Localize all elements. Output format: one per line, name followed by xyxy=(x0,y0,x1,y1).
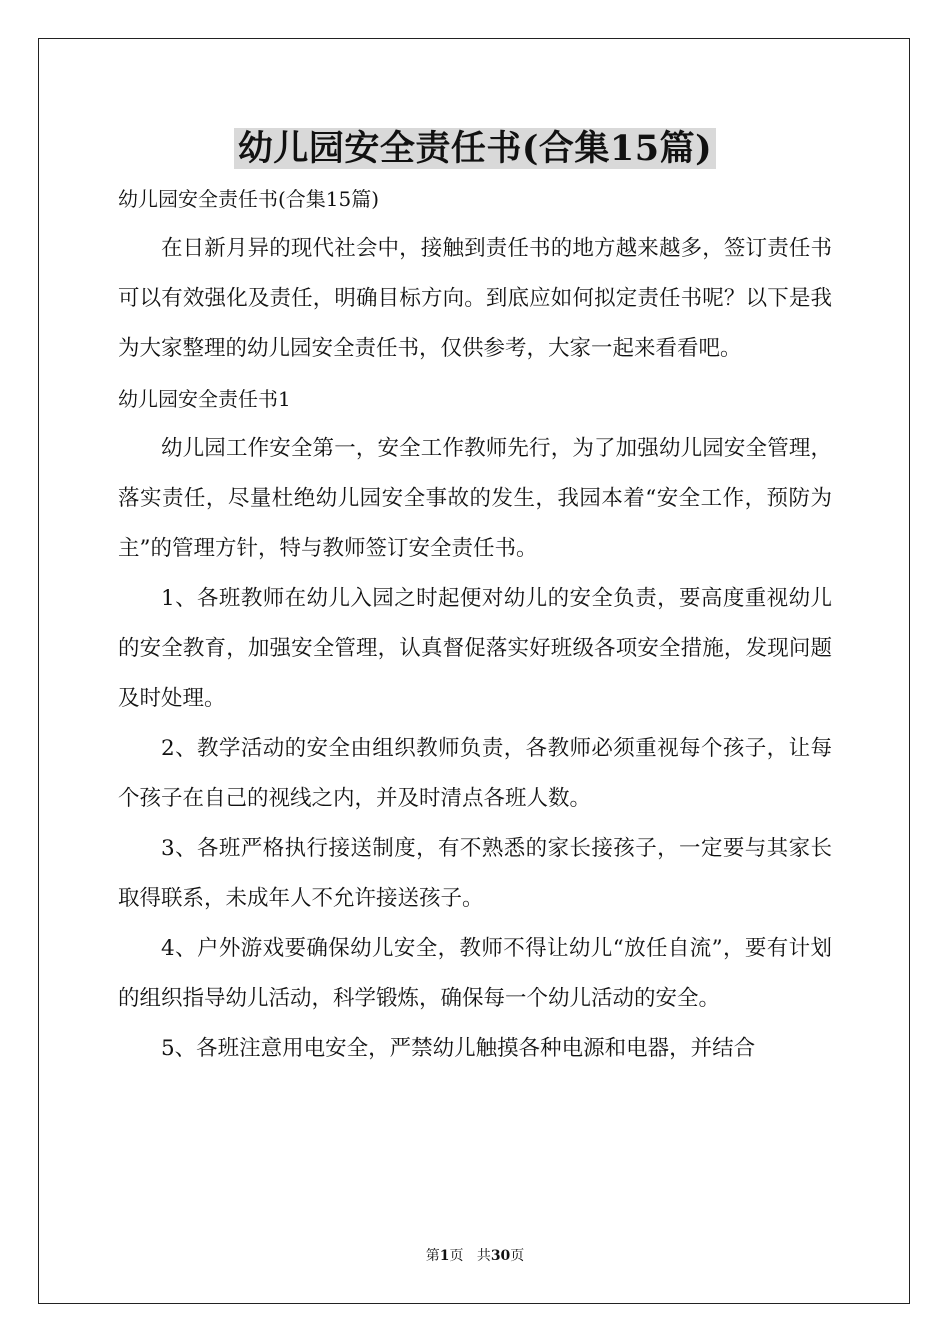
document-title xyxy=(0,124,950,174)
paragraph: 3、各班严格执行接送制度，有不熟悉的家长接孩子，一定要与其家长取得联系，未成年人不允许接送孩子。 xyxy=(118,836,832,911)
paragraph: 4、户外游戏要确保幼儿安全，教师不得让幼儿“放任自流”，要有计划的组织指导幼儿活动，科学锻炼，确保每一个幼儿活动的安全。 xyxy=(118,936,832,1011)
paragraph: 5、各班注意用电安全，严禁幼儿触摸各种电源和电器，并结合 xyxy=(161,1036,756,1061)
subtitle: 幼儿园安全责任书(合集15篇) xyxy=(118,187,380,211)
page-footer xyxy=(0,1245,950,1265)
paragraph: 1、各班教师在幼儿入园之时起便对幼儿的安全负责，要高度重视幼儿的安全教育，加强安全管理，认真督促落实好班级各项安全措施，发现问题及时处理。 xyxy=(118,586,832,711)
page-suffix: 页 xyxy=(449,1248,464,1264)
page-prefix: 第 xyxy=(425,1248,440,1264)
total-pages: 30 xyxy=(490,1248,511,1264)
document-title-text: 幼儿园安全责任书(合集15篇) xyxy=(234,128,716,169)
paragraph: 2、教学活动的安全由组织教师负责，各教师必须重视每个孩子，让每个孩子在自己的视线之内，并及时清点各班人数。 xyxy=(118,736,832,811)
intro-paragraph: 在日新月异的现代社会中，接触到责任书的地方越来越多，签订责任书可以有效强化及责任，明确目标方向。到底应如何拟定责任书呢？以下是我为大家整理的幼儿园安全责任书，仅供参考，大家一起来看看吧。 xyxy=(118,236,832,361)
section-heading: 幼儿园安全责任书1 xyxy=(118,387,291,411)
document-body xyxy=(118,174,832,1074)
page-number: 1 xyxy=(439,1248,450,1264)
total-suffix: 页 xyxy=(510,1248,525,1264)
total-prefix: 共 xyxy=(476,1248,491,1264)
paragraph: 幼儿园工作安全第一，安全工作教师先行，为了加强幼儿园安全管理，落实责任，尽量杜绝幼儿园安全事故的发生，我园本着“安全工作，预防为主”的管理方针，特与教师签订安全责任书。 xyxy=(118,436,832,561)
